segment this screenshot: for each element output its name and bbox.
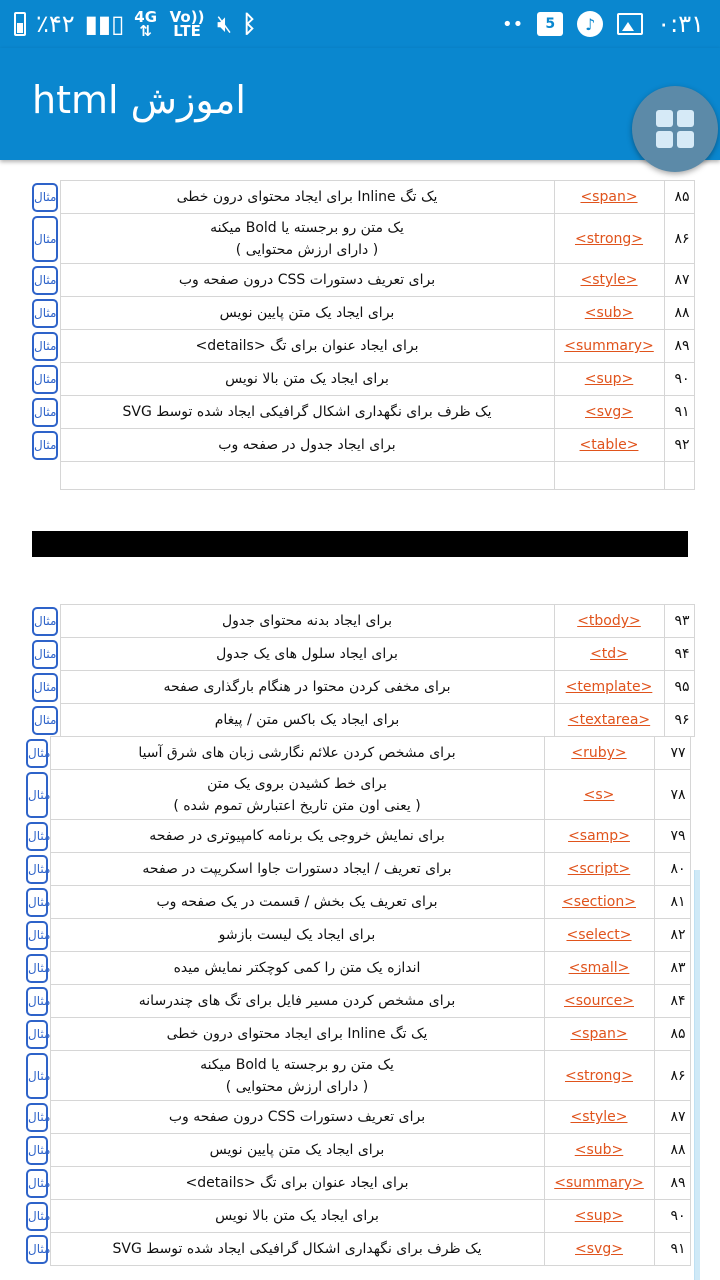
example-cell [26,1101,50,1134]
example-button[interactable]: مثال [26,921,48,950]
tag-link[interactable]: <source> [564,993,634,1009]
row-number: ۹۰ [664,363,694,396]
description-line: برای ایجاد عنوان برای تگ <details> [185,1175,409,1191]
tag-link[interactable]: <sup> [584,371,634,387]
description-line: برای ایجاد عنوان برای تگ <details> [195,338,419,354]
tag-name-cell [544,853,654,886]
description-line-2: ( دارای ارزش محتوایی ) [225,1078,369,1095]
example-cell [32,363,60,396]
tag-description [60,330,554,363]
example-cell [32,396,60,429]
example-cell [26,1134,50,1167]
example-cell [32,264,60,297]
row-number: ۸۲ [654,919,690,952]
tag-name-cell [554,181,664,214]
tag-link[interactable]: <s> [583,786,615,803]
grid-icon-cell [677,131,694,148]
tag-link[interactable]: <samp> [568,828,630,844]
row-number: ۸۸ [664,297,694,330]
tag-link[interactable]: <table> [579,437,639,453]
tag-link[interactable]: <strong> [564,1067,634,1084]
table-row [32,264,694,297]
example-cell [26,952,50,985]
description-line: برای تعریف دستورات CSS درون صفحه وب [168,1109,426,1125]
table-row [26,1200,690,1233]
description-line: برای نمایش خروجی یک برنامه کامپیوتری در صفحه [149,828,445,844]
tag-link[interactable]: <span> [580,189,638,205]
tag-name-cell [544,1200,654,1233]
tag-name-cell [544,770,654,820]
tags-content [0,160,720,1280]
table-row [26,919,690,952]
table-row [32,605,694,638]
tag-link[interactable]: <textarea> [567,712,651,728]
row-number: ۸۳ [654,952,690,985]
example-cell [26,1018,50,1051]
description-line: برای تعریف دستورات CSS درون صفحه وب [178,272,436,288]
description-line: برای مخفی کردن محتوا در هنگام بارگذاری صفحه [163,679,451,695]
example-cell [26,1233,50,1266]
example-cell [32,297,60,330]
network-type: 4G ⇅ [134,8,158,40]
tag-link[interactable]: <style> [570,1109,628,1125]
example-button[interactable]: مثال [26,855,48,884]
tag-name-cell [554,214,664,264]
tag-description [60,363,554,396]
tag-name-cell [554,330,664,363]
grid-icon-cell [677,110,694,127]
example-cell [26,853,50,886]
description-line: برای تعریف / ایجاد دستورات جاوا اسکریپت در صفحه [142,861,452,877]
example-cell [32,214,60,264]
table-row [26,952,690,985]
tags-table-top [32,180,695,490]
tag-name-cell [544,1018,654,1051]
table-row [32,297,694,330]
description-line: برای ایجاد یک متن پایین نویس [219,305,395,321]
table-row [32,429,694,462]
sim-icon: 5 [537,12,563,36]
battery-icon [14,12,26,36]
description-line: یک تگ Inline برای ایجاد محتوای درون خطی [166,1026,428,1042]
row-number: ۷۹ [654,820,690,853]
notification-dots: •• [502,13,524,35]
tag-link[interactable]: <template> [565,679,653,695]
tag-link[interactable]: <sub> [574,1142,624,1158]
row-number: ۹۶ [664,704,694,737]
table-row [26,1018,690,1051]
row-number: ۸۵ [654,1018,690,1051]
description-line: برای ایجاد یک متن بالا نویس [225,371,389,387]
example-button[interactable]: مثال [32,216,58,262]
example-button[interactable]: مثال [26,1202,48,1231]
tag-link[interactable]: <summary> [554,1175,644,1191]
tag-link[interactable]: <span> [570,1026,628,1042]
tag-name-cell [554,429,664,462]
example-cell [32,330,60,363]
example-cell [26,886,50,919]
tag-description [50,1200,544,1233]
table-row [26,886,690,919]
table-row [32,181,694,214]
battery-percent: ٪۴۲ [36,10,75,38]
tag-link[interactable]: <style> [580,272,638,288]
example-button[interactable]: مثال [32,183,58,212]
description-line: برای خط کشیدن بروی یک متن [207,775,387,792]
tag-name-cell [544,952,654,985]
tag-description [60,704,554,737]
tag-link[interactable]: <script> [567,861,631,877]
clock: ۰:۳۱ [657,10,704,38]
example-button[interactable]: مثال [32,266,58,295]
row-number: ۸۷ [664,264,694,297]
table-row-empty [32,462,694,490]
example-cell [32,704,60,737]
tag-link[interactable]: <small> [568,960,630,976]
tag-name-cell [544,985,654,1018]
tag-description [60,638,554,671]
tag-link[interactable]: <sup> [574,1208,624,1224]
description-line: برای ایجاد بدنه محتوای جدول [221,613,393,629]
description-line: یک ظرف برای نگهداری اشکال گرافیکی ایجاد شده توسط SVG [112,1241,482,1257]
mute-icon: 🔇︎ [217,10,233,38]
row-number: ۸۹ [664,330,694,363]
tags-table-middle [32,604,695,737]
signal-icon: ▮▮▯ [84,10,125,38]
example-button[interactable]: مثال [26,987,48,1016]
example-button[interactable]: مثال [32,673,58,702]
music-icon: ♪ [577,11,603,37]
description-line-2: ( دارای ارزش محتوایی ) [235,241,379,258]
grid-icon-cell [656,131,673,148]
description-line: برای ایجاد یک متن بالا نویس [215,1208,379,1224]
row-number: ۹۱ [664,396,694,429]
row-number: ۷۸ [654,770,690,820]
example-button[interactable]: مثال [26,1235,48,1264]
tag-name-cell [544,886,654,919]
example-button[interactable]: مثال [26,772,48,818]
example-button[interactable]: مثال [32,706,58,735]
example-button[interactable]: مثال [32,640,58,669]
app-bar [0,48,720,160]
example-button[interactable]: مثال [32,365,58,394]
tag-description [50,919,544,952]
tag-name-cell [554,396,664,429]
tags-table-bottom [26,736,691,1266]
tag-link[interactable]: <svg> [585,404,633,420]
description-line: یک متن رو برجسته یا Bold میکنه [210,219,404,236]
tag-name-cell [544,820,654,853]
description-line: برای ایجاد یک باکس متن / پیغام [214,712,400,728]
tag-description [60,181,554,214]
row-number: ۹۲ [664,429,694,462]
tag-description [50,853,544,886]
bluetooth-icon: ᛒ [242,10,257,38]
tag-link[interactable]: <select> [566,927,632,943]
tag-name-cell [544,919,654,952]
table-row [32,330,694,363]
example-cell [26,770,50,820]
tag-name-cell [554,671,664,704]
tag-description [60,297,554,330]
tag-description [50,886,544,919]
description-line: برای تعریف یک بخش / قسمت در یک صفحه وب [156,894,438,910]
tag-description [50,1018,544,1051]
table-row [26,853,690,886]
row-number: ۸۶ [664,214,694,264]
tag-name-cell [544,1051,654,1101]
tag-description [50,952,544,985]
tag-name-cell [544,1101,654,1134]
example-button[interactable]: مثال [32,398,58,427]
description-line: اندازه یک متن را کمی کوچکتر نمایش میده [173,960,421,976]
row-number: ۹۴ [664,638,694,671]
description-line: برای ایجاد یک متن پایین نویس [209,1142,385,1158]
description-line: برای مشخص کردن مسیر فایل برای تگ های چندرسانه [138,993,456,1009]
description-line: یک ظرف برای نگهداری اشکال گرافیکی ایجاد شده توسط SVG [122,404,492,420]
tag-description [60,214,554,264]
example-cell [32,638,60,671]
tag-name-cell [554,297,664,330]
description-line: برای مشخص کردن علائم نگارشی زبان های شرق آسیا [138,745,456,761]
tag-description [50,1101,544,1134]
tag-description [50,770,544,820]
example-button[interactable]: مثال [26,1020,48,1049]
row-number: ۸۶ [654,1051,690,1101]
example-button[interactable]: مثال [26,1169,48,1198]
tag-name-cell [544,1233,654,1266]
tag-description [50,1134,544,1167]
tag-description [60,396,554,429]
row-number: ۹۱ [654,1233,690,1266]
table-row [26,1051,690,1101]
tag-description [50,1167,544,1200]
tag-link[interactable]: <section> [562,894,636,910]
tag-description [60,671,554,704]
tag-link[interactable]: <td> [590,646,628,662]
description-line: یک متن رو برجسته یا Bold میکنه [200,1056,394,1073]
table-row [26,1101,690,1134]
tag-name-cell [554,264,664,297]
example-button[interactable]: مثال [26,1053,48,1099]
row-number: ۸۵ [664,181,694,214]
description-line: برای ایجاد سلول های یک جدول [216,646,398,662]
volte-indicator: Vo)) LTE [169,8,205,40]
example-button[interactable]: مثال [32,299,58,328]
table-row [26,1134,690,1167]
image-icon [617,13,643,35]
empty-cell [664,462,694,490]
table-row [26,770,690,820]
tag-description [50,820,544,853]
tag-description [60,429,554,462]
description-line: یک تگ Inline برای ایجاد محتوای درون خطی [176,189,438,205]
example-cell [26,1200,50,1233]
row-number: ۹۵ [664,671,694,704]
tag-link[interactable]: <ruby> [571,745,627,761]
row-number: ۸۱ [654,886,690,919]
table-row [32,363,694,396]
example-cell [32,671,60,704]
example-button[interactable]: مثال [26,739,48,768]
row-number: ۹۳ [664,605,694,638]
tag-name-cell [544,1167,654,1200]
status-bar [0,0,720,48]
example-cell [32,181,60,214]
row-number: ۸۴ [654,985,690,1018]
example-cell [26,1051,50,1101]
tag-link[interactable]: <strong> [574,230,644,247]
tag-name-cell [544,737,654,770]
tag-link[interactable]: <svg> [575,1241,623,1257]
tag-name-cell [544,1134,654,1167]
table-row [26,1233,690,1266]
row-number: ۸۹ [654,1167,690,1200]
table-row [26,1167,690,1200]
description-line: برای ایجاد یک لیست بازشو [218,927,376,943]
description-line-2: ( یعنی اون متن تاریخ اعتبارش تموم شده ) [173,797,421,814]
row-number: ۸۷ [654,1101,690,1134]
example-button[interactable]: مثال [26,954,48,983]
example-button[interactable]: مثال [26,822,48,851]
tag-description [50,985,544,1018]
example-cell [26,919,50,952]
row-number: ۸۸ [654,1134,690,1167]
tag-name-cell [554,605,664,638]
scrollbar[interactable] [694,870,700,1280]
table-row [26,820,690,853]
ad-banner-bar [32,531,688,557]
tag-name-cell [554,363,664,396]
example-cell [26,985,50,1018]
table-row [32,214,694,264]
tag-description [60,605,554,638]
example-cell [32,605,60,638]
table-row [26,985,690,1018]
example-cell [26,820,50,853]
tag-description [50,1051,544,1101]
example-button[interactable]: مثال [26,1103,48,1132]
table-row [32,638,694,671]
example-button[interactable]: مثال [32,332,58,361]
tag-description [50,737,544,770]
example-cell [26,1167,50,1200]
app-title: اموزش html [32,78,246,122]
empty-cell [32,462,60,490]
tag-link[interactable]: <tbody> [577,613,641,629]
tag-name-cell [554,638,664,671]
description-line: برای ایجاد جدول در صفحه وب [218,437,396,453]
example-cell [26,737,50,770]
row-number: ۹۰ [654,1200,690,1233]
tag-description [60,264,554,297]
example-button[interactable]: مثال [26,1136,48,1165]
example-button[interactable]: مثال [32,431,58,460]
empty-cell [60,462,554,490]
row-number: ۷۷ [654,737,690,770]
tag-name-cell [554,704,664,737]
empty-cell [554,462,664,490]
table-row [32,396,694,429]
tag-link[interactable]: <summary> [564,338,654,354]
grid-icon [656,110,673,127]
table-row [32,704,694,737]
table-row [32,671,694,704]
tag-description [50,1233,544,1266]
example-button[interactable]: مثال [26,888,48,917]
tag-link[interactable]: <sub> [584,305,634,321]
row-number: ۸۰ [654,853,690,886]
table-row [26,737,690,770]
example-button[interactable]: مثال [32,607,58,636]
example-cell [32,429,60,462]
menu-grid-button[interactable] [632,86,718,172]
